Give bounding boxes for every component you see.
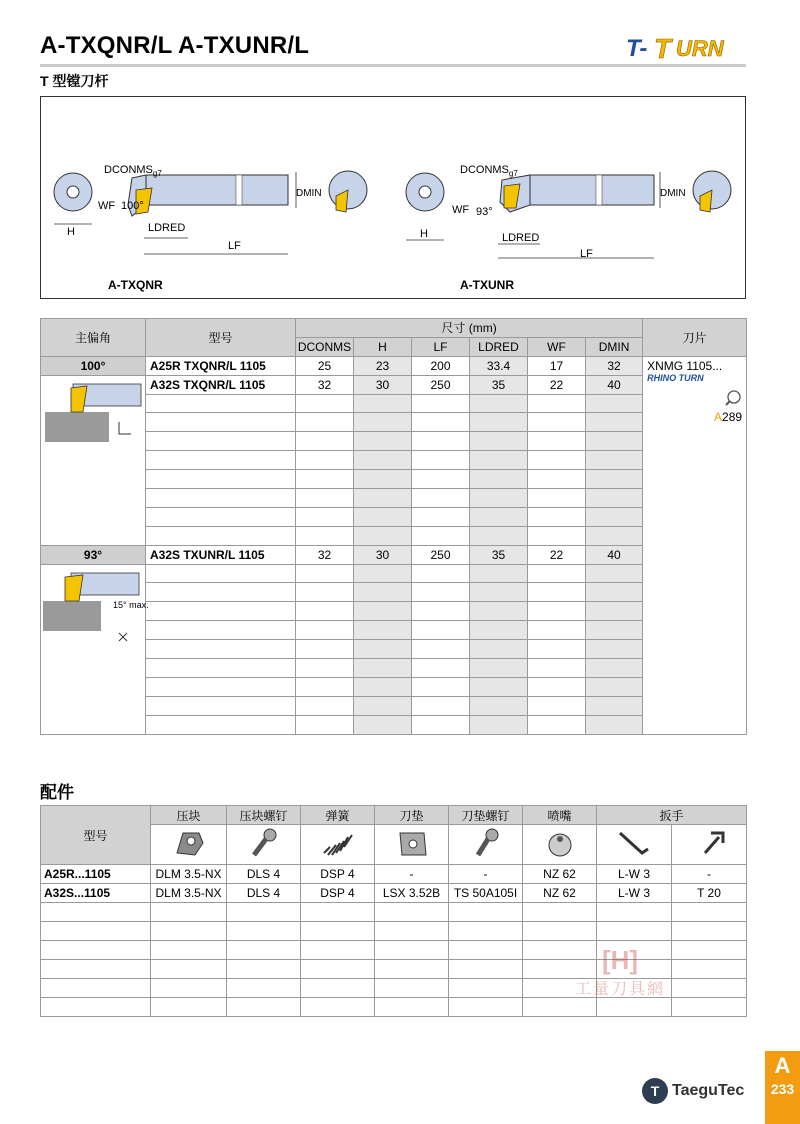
col-header-ldred: LDRED <box>470 337 528 356</box>
value-cell: 35 <box>470 545 528 564</box>
col-header-model: 型号 <box>146 319 296 357</box>
svg-text:URN: URN <box>676 36 724 61</box>
value-cell: DSP 4 <box>301 884 375 903</box>
value-cell: 32 <box>586 356 643 375</box>
col-header-dmin: DMIN <box>586 337 643 356</box>
table-row <box>41 903 747 922</box>
txqnr-wf-label: WF <box>98 200 116 212</box>
svg-text:T: T <box>650 1083 660 1099</box>
value-cell: NZ 62 <box>523 884 597 903</box>
txqnr-dconms-label: $DCONMS_{g7}$ <box>104 164 162 179</box>
col-header-dims: 尺寸 (mm) <box>296 319 643 338</box>
txqnr-h-label: H <box>67 226 75 238</box>
table-row <box>41 470 747 489</box>
table-row <box>41 394 747 413</box>
insert-name: XNMG 1105... <box>647 358 723 373</box>
table-row <box>41 432 747 451</box>
value-cell: 32 <box>296 545 354 564</box>
value-cell: L-W 3 <box>597 884 672 903</box>
txunr-machining-icon <box>41 567 141 653</box>
value-cell: TS 50A105I <box>449 884 523 903</box>
table-row <box>41 715 747 734</box>
txunr-lf-label: LF <box>580 248 593 260</box>
value-cell: 33.4 <box>470 356 528 375</box>
shim-screw-icon <box>449 825 523 865</box>
value-cell: LSX 3.52B <box>375 884 449 903</box>
acc-header-spring: 弹簧 <box>301 806 375 825</box>
acc-header-shim: 刀垫 <box>375 806 449 825</box>
txqnr-ldred-label: LDRED <box>148 222 186 234</box>
txqnr-angle-label: 100° <box>121 200 144 212</box>
value-cell: 22 <box>528 375 586 394</box>
col-header-dconms: DCONMS <box>296 337 354 356</box>
t-turn-logo <box>622 30 748 64</box>
acc-header-model: 型号 <box>41 806 151 865</box>
table-row <box>41 375 747 394</box>
model-cell: A32S TXUNR/L 1105 <box>146 545 296 564</box>
txunr-angle-label: 93° <box>476 206 493 218</box>
txunr-wf-label: WF <box>452 204 470 216</box>
spring-icon <box>301 825 375 865</box>
txqnr-dmin-label: DMIN <box>296 188 322 199</box>
value-cell: DSP 4 <box>301 865 375 884</box>
title-divider <box>40 64 746 67</box>
value-cell: 35 <box>470 375 528 394</box>
section-letter: A <box>774 1053 791 1078</box>
hex-key-icon <box>597 825 672 865</box>
table-row <box>41 621 747 640</box>
angle-100: 100° <box>41 356 146 375</box>
torx-key-icon <box>672 825 747 865</box>
insert-cell <box>643 356 747 734</box>
txunr-diagram <box>400 150 740 265</box>
page-tab <box>765 1051 800 1124</box>
value-cell: 250 <box>412 545 470 564</box>
table-row <box>41 865 747 884</box>
txqnr-machining-icon <box>43 378 143 448</box>
value-cell: - <box>449 865 523 884</box>
table-row <box>41 526 747 545</box>
txunr-caption: A-TXUNR <box>460 278 514 292</box>
page-title: A-TXQNR/L A-TXUNR/L <box>40 32 310 59</box>
txqnr-illustration-cell <box>41 375 146 545</box>
value-cell: 23 <box>354 356 412 375</box>
table-row <box>41 884 747 903</box>
nozzle-icon <box>523 825 597 865</box>
clamp-icon <box>151 825 227 865</box>
model-cell: A32S TXQNR/L 1105 <box>146 375 296 394</box>
table-row <box>41 507 747 526</box>
col-header-insert: 刀片 <box>643 319 747 357</box>
txunr-ldred-label: LDRED <box>502 232 540 244</box>
model-cell: A32S...1105 <box>41 884 151 903</box>
value-cell: 25 <box>296 356 354 375</box>
magnifier-icon[interactable] <box>647 389 742 410</box>
acc-header-wrench: 扳手 <box>597 806 747 825</box>
table-row <box>41 640 747 659</box>
value-cell: 22 <box>528 545 586 564</box>
brand-name: TaeguTec <box>672 1082 745 1099</box>
txunr-illustration-cell <box>41 564 149 734</box>
value-cell: 32 <box>296 375 354 394</box>
value-cell: 40 <box>586 375 643 394</box>
value-cell: 200 <box>412 356 470 375</box>
svg-text:T: T <box>654 33 672 64</box>
acc-header-clamp: 压块 <box>151 806 227 825</box>
model-cell: A25R TXQNR/L 1105 <box>146 356 296 375</box>
value-cell: DLS 4 <box>227 865 301 884</box>
value-cell: L-W 3 <box>597 865 672 884</box>
shim-icon <box>375 825 449 865</box>
spec-table <box>40 318 747 735</box>
value-cell: 40 <box>586 545 643 564</box>
svg-text:T-: T- <box>626 35 648 62</box>
txunr-dconms-label: $DCONMS_{g7}$ <box>460 164 518 179</box>
table-row <box>41 489 747 508</box>
table-row <box>41 922 747 941</box>
col-header-wf: WF <box>528 337 586 356</box>
acc-header-clamp-screw: 压块螺钉 <box>227 806 301 825</box>
chip-angle-note: 15° max. <box>113 599 149 610</box>
txqnr-caption: A-TXQNR <box>108 278 163 292</box>
insert-page-ref[interactable]: A289 <box>714 409 743 424</box>
value-cell: 17 <box>528 356 586 375</box>
value-cell: 250 <box>412 375 470 394</box>
txqnr-lf-label: LF <box>228 240 241 252</box>
table-row <box>41 451 747 470</box>
acc-header-shim-screw: 刀垫螺钉 <box>449 806 523 825</box>
taegutec-logo-icon <box>640 1076 670 1106</box>
value-cell: - <box>375 865 449 884</box>
table-row <box>41 413 747 432</box>
value-cell: DLS 4 <box>227 884 301 903</box>
table-row <box>41 356 747 375</box>
value-cell: DLM 3.5-NX <box>151 884 227 903</box>
value-cell: - <box>672 865 747 884</box>
angle-93: 93° <box>41 545 146 564</box>
accessories-title: 配件 <box>40 783 74 802</box>
clamp-screw-icon <box>227 825 301 865</box>
value-cell: NZ 62 <box>523 865 597 884</box>
table-row <box>41 659 747 678</box>
value-cell: DLM 3.5-NX <box>151 865 227 884</box>
page-number: 233 <box>770 1081 795 1097</box>
page-subtitle: T 型镗刀杆 <box>40 73 109 89</box>
table-row <box>41 545 747 564</box>
watermark: [H] 工量刀具網 <box>574 945 665 998</box>
value-cell: 30 <box>354 375 412 394</box>
table-row <box>41 696 747 715</box>
table-row <box>41 677 747 696</box>
txunr-h-label: H <box>420 228 428 240</box>
model-cell: A25R...1105 <box>41 865 151 884</box>
col-header-angle: 主偏角 <box>41 319 146 357</box>
value-cell: 30 <box>354 545 412 564</box>
col-header-lf: LF <box>412 337 470 356</box>
value-cell: T 20 <box>672 884 747 903</box>
txunr-dmin-label: DMIN <box>660 188 686 199</box>
table-row <box>41 564 747 583</box>
rhino-turn-logo: RHINO TURN <box>647 372 704 383</box>
acc-header-nozzle: 喷嘴 <box>523 806 597 825</box>
col-header-h: H <box>354 337 412 356</box>
